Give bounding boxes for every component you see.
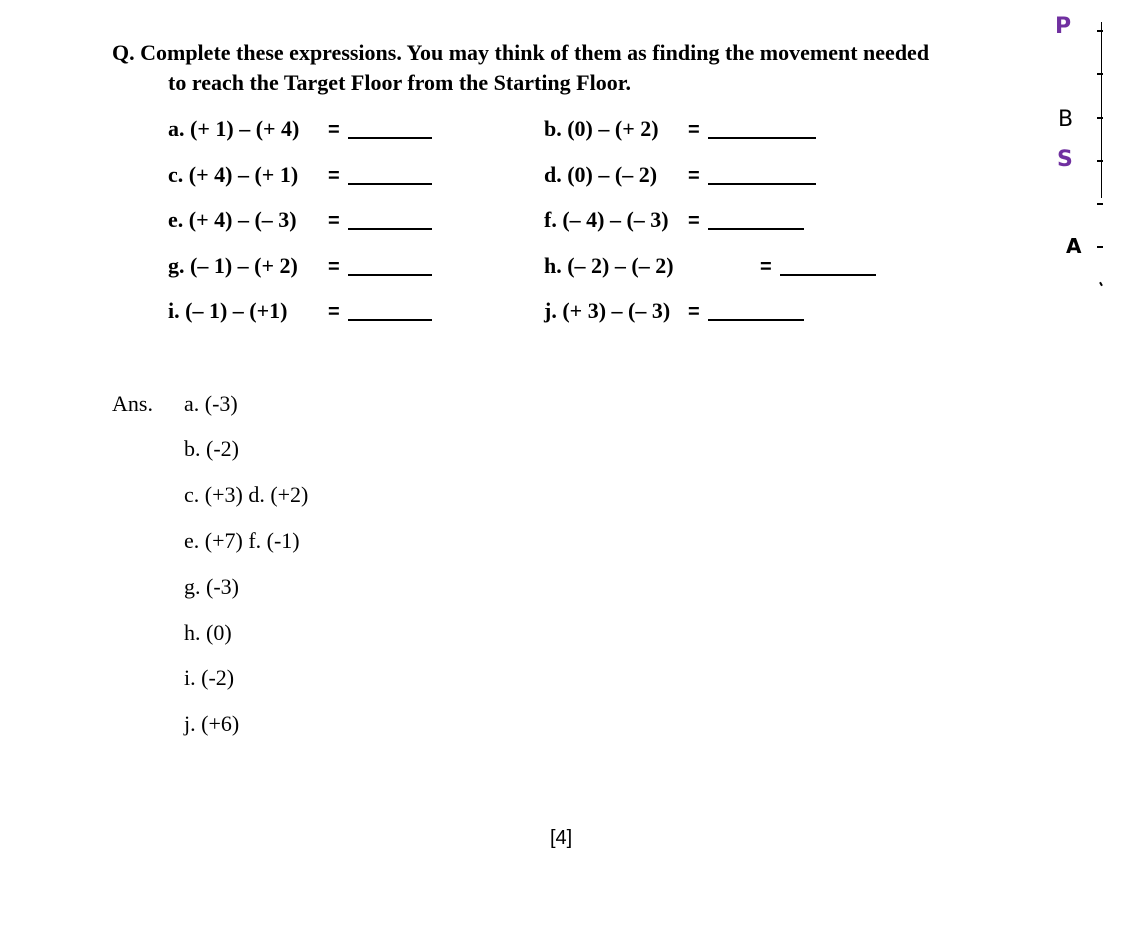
equals-sign-b: = (688, 119, 700, 141)
margin-tick (1097, 246, 1103, 248)
answer-blank-a[interactable] (348, 137, 432, 139)
answer-blank-e[interactable] (348, 228, 432, 230)
margin-tick (1097, 117, 1103, 119)
expression-g: g. (– 1) – (+ 2) (168, 253, 298, 278)
margin-tick (1097, 30, 1103, 32)
answer-blank-h[interactable] (780, 274, 876, 276)
margin-tick (1097, 73, 1103, 75)
margin-letter-a: A (1066, 234, 1082, 258)
answer-line-b: b. (-2) (184, 436, 239, 461)
answer-blank-g[interactable] (348, 274, 432, 276)
equals-sign-j: = (688, 301, 700, 323)
margin-tick (1099, 282, 1103, 286)
page-number: [4] (550, 827, 573, 849)
answer-blank-i[interactable] (348, 319, 432, 321)
question-text (112, 38, 1032, 98)
question-line-1: Q. Complete these expressions. You may think of them as finding the movement needed (112, 40, 930, 65)
expression-h: h. (– 2) – (– 2) (544, 253, 674, 278)
equals-sign-g: = (328, 256, 340, 278)
answer-line-i: i. (-2) (184, 665, 235, 690)
equals-sign-i: = (328, 301, 340, 323)
answer-line-e-f: e. (+7) f. (-1) (184, 528, 300, 553)
expression-b: b. (0) – (+ 2) (544, 116, 659, 141)
answer-blank-f[interactable] (708, 228, 804, 230)
equals-sign-e: = (328, 210, 340, 232)
answer-blank-d[interactable] (708, 183, 816, 185)
equals-sign-d: = (688, 165, 700, 187)
equals-sign-a: = (328, 119, 340, 141)
margin-letter-s: S (1057, 147, 1073, 172)
margin-letter-b: B (1058, 107, 1074, 132)
equals-sign-c: = (328, 165, 340, 187)
answer-line-c-d: c. (+3) d. (+2) (184, 482, 309, 507)
equals-sign-f: = (688, 210, 700, 232)
expression-d: d. (0) – (– 2) (544, 162, 658, 187)
answer-blank-b[interactable] (708, 137, 816, 139)
margin-letter-p: P (1055, 14, 1072, 39)
margin-axis-line (1101, 22, 1102, 198)
expression-e: e. (+ 4) – (– 3) (168, 207, 297, 232)
margin-tick (1097, 160, 1103, 162)
answer-line-j: j. (+6) (184, 711, 240, 736)
answers-label: Ans. (112, 391, 153, 416)
answer-line-g: g. (-3) (184, 574, 239, 599)
answer-line-h: h. (0) (184, 620, 232, 645)
answer-blank-c[interactable] (348, 183, 432, 185)
expression-c: c. (+ 4) – (+ 1) (168, 162, 299, 187)
expression-a: a. (+ 1) – (+ 4) (168, 116, 300, 141)
answer-line-a: a. (-3) (184, 391, 238, 416)
expression-j: j. (+ 3) – (– 3) (544, 298, 671, 323)
answer-blank-j[interactable] (708, 319, 804, 321)
equals-sign-h: = (760, 256, 772, 278)
expression-i: i. (– 1) – (+1) (168, 298, 288, 323)
question-line-2: to reach the Target Floor from the Starting Floor. (168, 70, 631, 95)
margin-tick (1097, 203, 1103, 205)
expression-f: f. (– 4) – (– 3) (544, 207, 669, 232)
